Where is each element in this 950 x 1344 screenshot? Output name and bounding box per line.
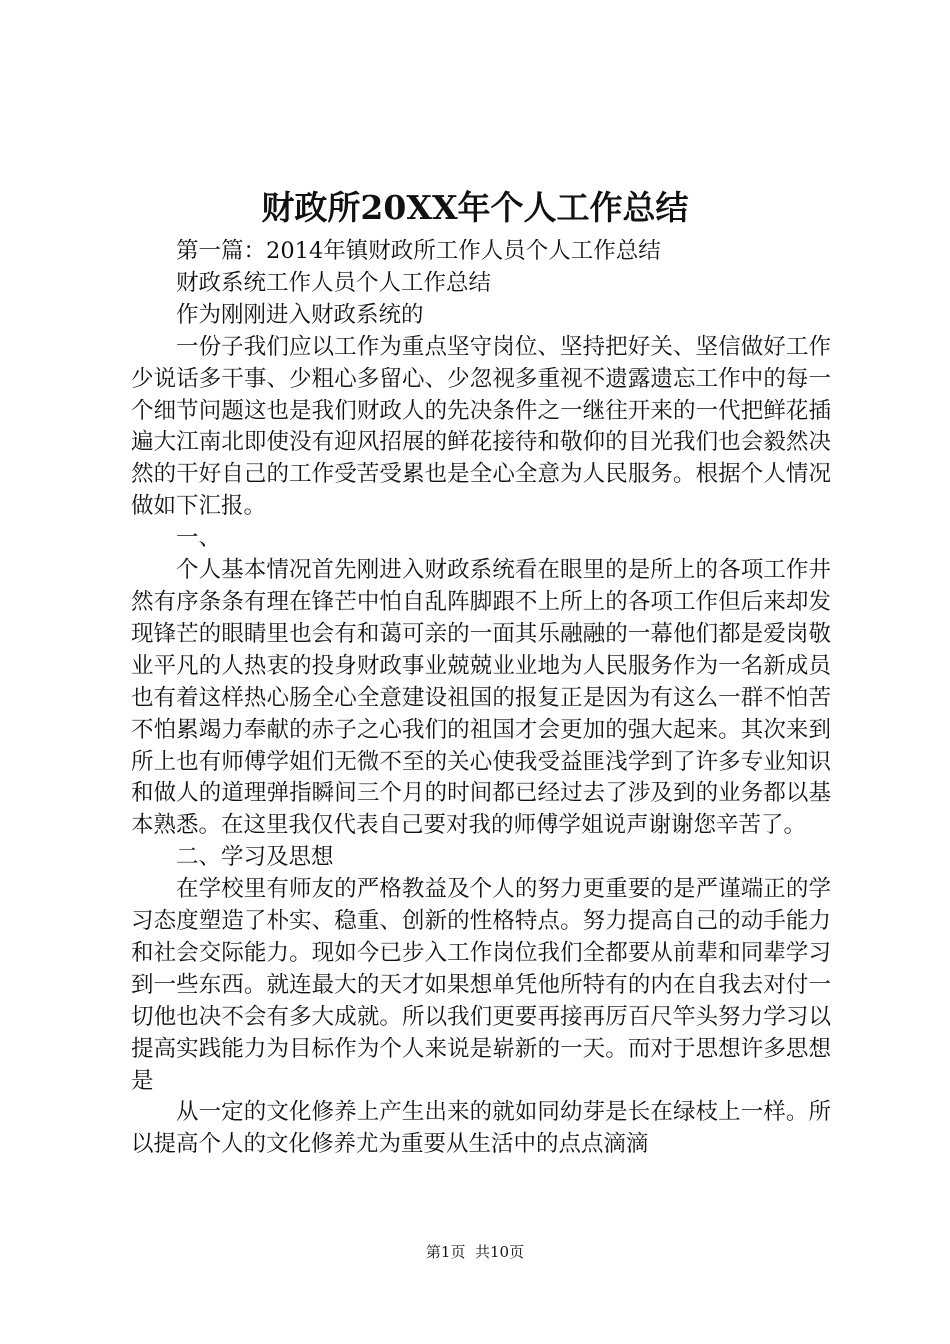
page-footer	[0, 1241, 950, 1263]
document-body	[131, 236, 831, 1161]
page-number: 第1页	[425, 1243, 466, 1261]
section-heading-two: 二、学习及思想	[176, 844, 334, 871]
paragraph-body: 个人基本情况首先刚进入财政系统看在眼里的是所上的各项工作井然有序条条有理在锋芒中怕自乱阵脚跟不上所上的各项工作但后来却发现锋芒的眼睛里也会有和蔼可亲的一面其乐融融的一幕他们都是爱岗敬业平凡的人热衷的投身财政事业兢兢业业地为人民服务作为一名新成员也有着这样热心肠全心全意建设祖国的报复正是因为有这么一群不怕苦不怕累竭力奉献的赤子之心我们的祖国才会更加的强大起来。其次来到所上也有师傅学姐们无微不至的关心使我受益匪浅学到了许多专业知识和做人的道理弹指瞬间三个月的时间都已经过去了涉及到的业务都以基本熟悉。在这里我仅代表自己要对我的师傅学姐说声谢谢您辛苦了。	[131, 557, 831, 839]
paragraph-subtitle: 财政系统工作人员个人工作总结	[176, 269, 492, 296]
paragraph-intro: 作为刚刚进入财政系统的	[176, 301, 424, 328]
paragraph-body: 从一定的文化修养上产生出来的就如同幼芽是长在绿枝上一样。所以提高个人的文化修养尤为重要从生活中的点点滴滴	[131, 1099, 831, 1158]
page-total: 共10页	[475, 1243, 525, 1261]
paragraph-heading-part-one: 第一篇：2014年镇财政所工作人员个人工作总结	[176, 238, 661, 264]
section-heading-one: 一、	[176, 525, 222, 552]
paragraph-body: 一份子我们应以工作为重点坚守岗位、坚持把好关、坚信做好工作少说话多干事、少粗心多留心、少忽视多重视不遗露遗忘工作中的每一个细节问题这也是我们财政人的先决条件之一继往开来的一代把鲜花插遍大江南北即使没有迎风招展的鲜花接待和敬仰的目光我们也会毅然决然的干好自己的工作受苦受累也是全心全意为人民服务。根据个人情况做如下汇报。	[131, 333, 831, 520]
document-title: 财政所20XX年个人工作总结	[261, 188, 689, 227]
paragraph-body: 在学校里有师友的严格教益及个人的努力更重要的是严谨端正的学习态度塑造了朴实、稳重、创新的性格特点。努力提高自己的动手能力和社会交际能力。现如今已步入工作岗位我们全都要从前辈和同辈学习到一些东西。就连最大的天才如果想单凭他所特有的内在自我去对付一切他也决不会有多大成就。所以我们更要再接再厉百尺竿头努力学习以提高实践能力为目标作为个人来说是崭新的一天。而对于思想许多思想是	[131, 876, 831, 1094]
